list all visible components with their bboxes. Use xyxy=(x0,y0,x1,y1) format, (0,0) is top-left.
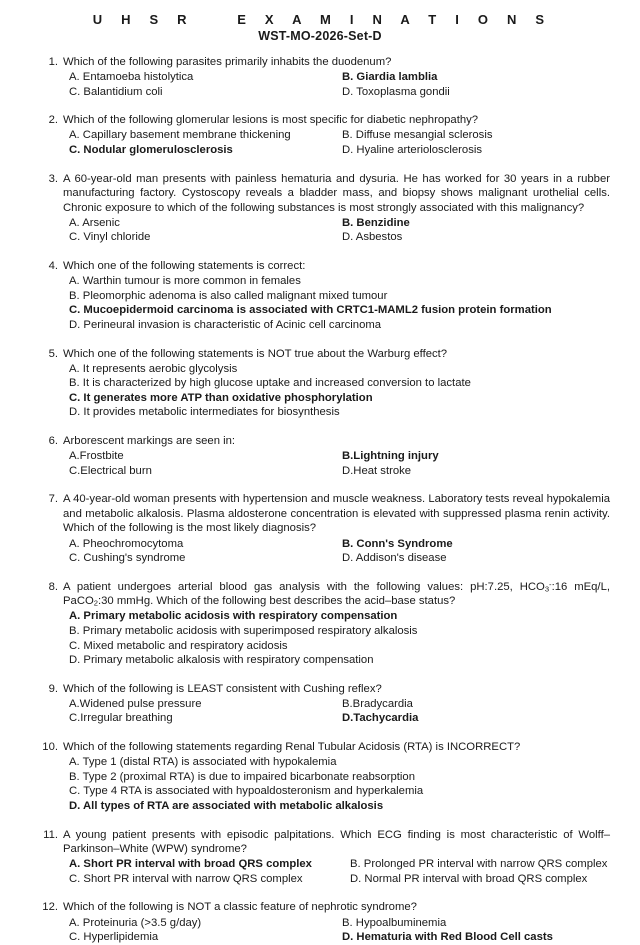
option-b[interactable]: B. Prolonged PR interval with narrow QRS complex xyxy=(350,858,608,871)
option-list xyxy=(63,537,610,566)
option-c[interactable]: C. Nodular glomerulosclerosis xyxy=(69,143,233,156)
question-stem: A 40-year-old woman presents with hypertension and muscle weakness. Laboratory tests reveal hypokalemia and metabolic alkalosis. Plasma aldosterone concentration is elevated with suppressed plasma renin activity. Which of the following is the most likely diagnosis? xyxy=(63,493,610,535)
option-list xyxy=(63,697,610,726)
question-body xyxy=(63,900,610,944)
question-body xyxy=(63,580,610,668)
question-number: 6. xyxy=(48,434,58,447)
option-row xyxy=(69,930,610,945)
option-a[interactable]: A. Warthin tumour is more common in females xyxy=(69,275,301,288)
option-row xyxy=(69,857,610,872)
option-list xyxy=(63,916,610,945)
option-a[interactable]: A. Type 1 (distal RTA) is associated with hypokalemia xyxy=(69,756,337,769)
question-number: 8. xyxy=(48,580,58,593)
question-body xyxy=(63,682,610,726)
option-c[interactable]: C. Cushing's syndrome xyxy=(69,552,186,565)
question-block xyxy=(30,580,610,668)
option-d[interactable]: D. Normal PR interval with broad QRS complex xyxy=(350,872,588,885)
question-block xyxy=(30,55,610,99)
option-d[interactable]: D.Heat stroke xyxy=(342,464,412,477)
question-number: 11. xyxy=(43,828,58,841)
question-list xyxy=(30,55,610,945)
question-block xyxy=(30,682,610,726)
option-row xyxy=(69,872,610,887)
option-b[interactable]: B. Primary metabolic acidosis with superimposed respiratory alkalosis xyxy=(69,625,418,637)
option-row xyxy=(69,464,610,479)
question-block xyxy=(30,828,610,887)
option-a[interactable]: A. Entamoeba histolytica xyxy=(69,71,194,84)
option-c[interactable]: C.Electrical burn xyxy=(69,464,152,477)
option-a[interactable]: A. Proteinuria (>3.5 g/day) xyxy=(69,916,202,929)
option-c[interactable]: C. Mucoepidermoid carcinoma is associated with CRTC1-MAML2 fusion protein formation xyxy=(69,304,552,317)
option-row xyxy=(69,216,610,231)
option-d[interactable]: D. Primary metabolic alkalosis with respiratory compensation xyxy=(69,654,374,667)
option-row xyxy=(69,143,610,158)
question-body xyxy=(63,113,610,157)
option-c[interactable]: C. Hyperlipidemia xyxy=(69,931,159,944)
option-d[interactable]: D. Toxoplasma gondii xyxy=(342,85,450,98)
option-row xyxy=(69,70,610,85)
exam-header xyxy=(30,12,610,44)
question-number: 4. xyxy=(48,260,58,273)
option-b[interactable]: B. Conn's Syndrome xyxy=(342,537,453,550)
option-b[interactable]: B. Diffuse mesangial sclerosis xyxy=(342,129,493,142)
question-block xyxy=(30,259,610,332)
option-list xyxy=(63,609,610,667)
question-stem: Arborescent markings are seen in: xyxy=(63,434,236,447)
option-a[interactable]: A.Frostbite xyxy=(69,450,124,463)
option-list xyxy=(63,274,610,332)
option-b[interactable]: B. Hypoalbuminemia xyxy=(342,916,447,929)
option-a[interactable]: A. Arsenic xyxy=(69,216,120,229)
option-b[interactable]: B.Lightning injury xyxy=(342,450,439,463)
question-body xyxy=(63,172,610,245)
option-c[interactable]: C. It generates more ATP than oxidative phosphorylation xyxy=(69,391,373,404)
question-stem: Which of the following glomerular lesions is most specific for diabetic nephropathy? xyxy=(63,114,479,127)
option-row xyxy=(69,916,610,931)
option-d[interactable]: D. It provides metabolic intermediates for biosynthesis xyxy=(69,406,340,419)
question-body xyxy=(63,347,610,420)
option-list xyxy=(63,128,610,157)
question-stem: A 60-year-old man presents with painless hematuria and dysuria. He has worked for 30 years in a rubber manufacturing factory. Cystoscopy reveals a bladder mass, and biopsy shows malignant urothelial cells. Chronic exposure to which of the following substances is most strongly associated with this malignancy? xyxy=(63,172,610,214)
option-b[interactable]: B. It is characterized by high glucose uptake and increased conversion to lactate xyxy=(69,377,471,390)
option-row xyxy=(69,85,610,100)
exam-paper-code: WST-MO-2026-Set-D xyxy=(258,29,382,43)
question-block xyxy=(30,113,610,157)
option-b[interactable]: B.Bradycardia xyxy=(342,697,413,710)
option-b[interactable]: B. Benzidine xyxy=(342,216,410,229)
option-a[interactable]: A. Short PR interval with broad QRS complex xyxy=(69,858,312,871)
option-list xyxy=(63,857,610,886)
option-row xyxy=(69,697,610,712)
option-c[interactable]: C. Mixed metabolic and respiratory acidosis xyxy=(69,639,288,652)
question-stem: A young patient presents with episodic palpitations. Which ECG finding is most characteristic of Wolff–Parkinson–White (WPW) syndrome? xyxy=(63,828,610,856)
question-body xyxy=(63,492,610,565)
question-stem: Which one of the following statements is correct: xyxy=(63,260,306,273)
option-a[interactable]: A. Capillary basement membrane thickening xyxy=(69,129,291,142)
option-row xyxy=(69,711,610,726)
option-c[interactable]: C. Type 4 RTA is associated with hypoaldosteronism and hyperkalemia xyxy=(69,785,424,798)
exam-title: U H S R E X A M I N A T I O N S xyxy=(92,12,548,27)
option-list xyxy=(63,216,610,245)
question-stem: Which of the following is LEAST consistent with Cushing reflex? xyxy=(63,682,382,695)
option-row xyxy=(69,449,610,464)
option-row xyxy=(69,537,610,552)
option-b[interactable]: B. Giardia lamblia xyxy=(342,71,438,84)
option-a[interactable]: A. Pheochromocytoma xyxy=(69,537,184,550)
option-c[interactable]: C.Irregular breathing xyxy=(69,712,173,725)
option-d[interactable]: D. Asbestos xyxy=(342,231,403,244)
question-number: 2. xyxy=(48,114,58,127)
question-body xyxy=(63,259,610,332)
question-body xyxy=(63,55,610,99)
question-block xyxy=(30,347,610,420)
option-list xyxy=(63,362,610,420)
question-body xyxy=(63,740,610,813)
option-b[interactable]: B. Type 2 (proximal RTA) is due to impaired bicarbonate reabsorption xyxy=(69,770,415,783)
question-block xyxy=(30,740,610,813)
option-row xyxy=(69,128,610,143)
question-number: 7. xyxy=(48,493,58,506)
option-d[interactable]: D. Hyaline arteriolosclerosis xyxy=(342,143,483,156)
option-a[interactable]: A. It represents aerobic glycolysis xyxy=(69,362,238,375)
option-d[interactable]: D. Hematuria with Red Blood Cell casts xyxy=(342,931,553,944)
question-stem: A patient undergoes arterial blood gas analysis with the following values: pH:7.25, $HCO_3^-:16$ mEq/L, PaCO$_2$:30 mmHg. Which of the following best describes the acid–base status? xyxy=(63,579,610,608)
question-number: 5. xyxy=(48,347,58,360)
option-d[interactable]: D. All types of RTA are associated with metabolic alkalosis xyxy=(69,799,384,812)
question-block xyxy=(30,492,610,565)
option-row xyxy=(69,551,610,566)
question-number: 1. xyxy=(48,56,58,68)
option-d[interactable]: D.Tachycardia xyxy=(342,712,419,725)
question-body xyxy=(63,828,610,887)
option-list xyxy=(63,449,610,478)
option-a[interactable]: A.Widened pulse pressure xyxy=(69,697,202,710)
question-stem: Which one of the following statements is NOT true about the Warburg effect? xyxy=(63,347,448,360)
question-stem: Which of the following is NOT a classic feature of nephrotic syndrome? xyxy=(63,901,417,914)
option-list xyxy=(63,70,610,99)
question-number: 10. xyxy=(42,741,58,754)
question-block xyxy=(30,172,610,245)
question-number: 9. xyxy=(48,682,58,695)
option-c[interactable]: C. Short PR interval with narrow QRS complex xyxy=(69,872,303,885)
option-c[interactable]: C. Balantidium coli xyxy=(69,85,163,98)
option-d[interactable]: D. Addison's disease xyxy=(342,552,447,565)
option-list xyxy=(63,755,610,813)
question-body xyxy=(63,434,610,478)
question-stem: Which of the following parasites primarily inhabits the duodenum? xyxy=(63,56,392,68)
option-b[interactable]: B. Pleomorphic adenoma is also called malignant mixed tumour xyxy=(69,289,388,302)
option-c[interactable]: C. Vinyl chloride xyxy=(69,231,151,244)
option-row xyxy=(69,230,610,245)
option-a[interactable]: A. Primary metabolic acidosis with respiratory compensation xyxy=(69,610,398,623)
option-d[interactable]: D. Perineural invasion is characteristic of Acinic cell carcinoma xyxy=(69,318,382,331)
question-block xyxy=(30,900,610,944)
question-stem: Which of the following statements regarding Renal Tubular Acidosis (RTA) is INCORRECT? xyxy=(63,741,521,754)
question-number: 12. xyxy=(42,901,58,914)
question-block xyxy=(30,434,610,478)
question-number: 3. xyxy=(48,172,58,185)
